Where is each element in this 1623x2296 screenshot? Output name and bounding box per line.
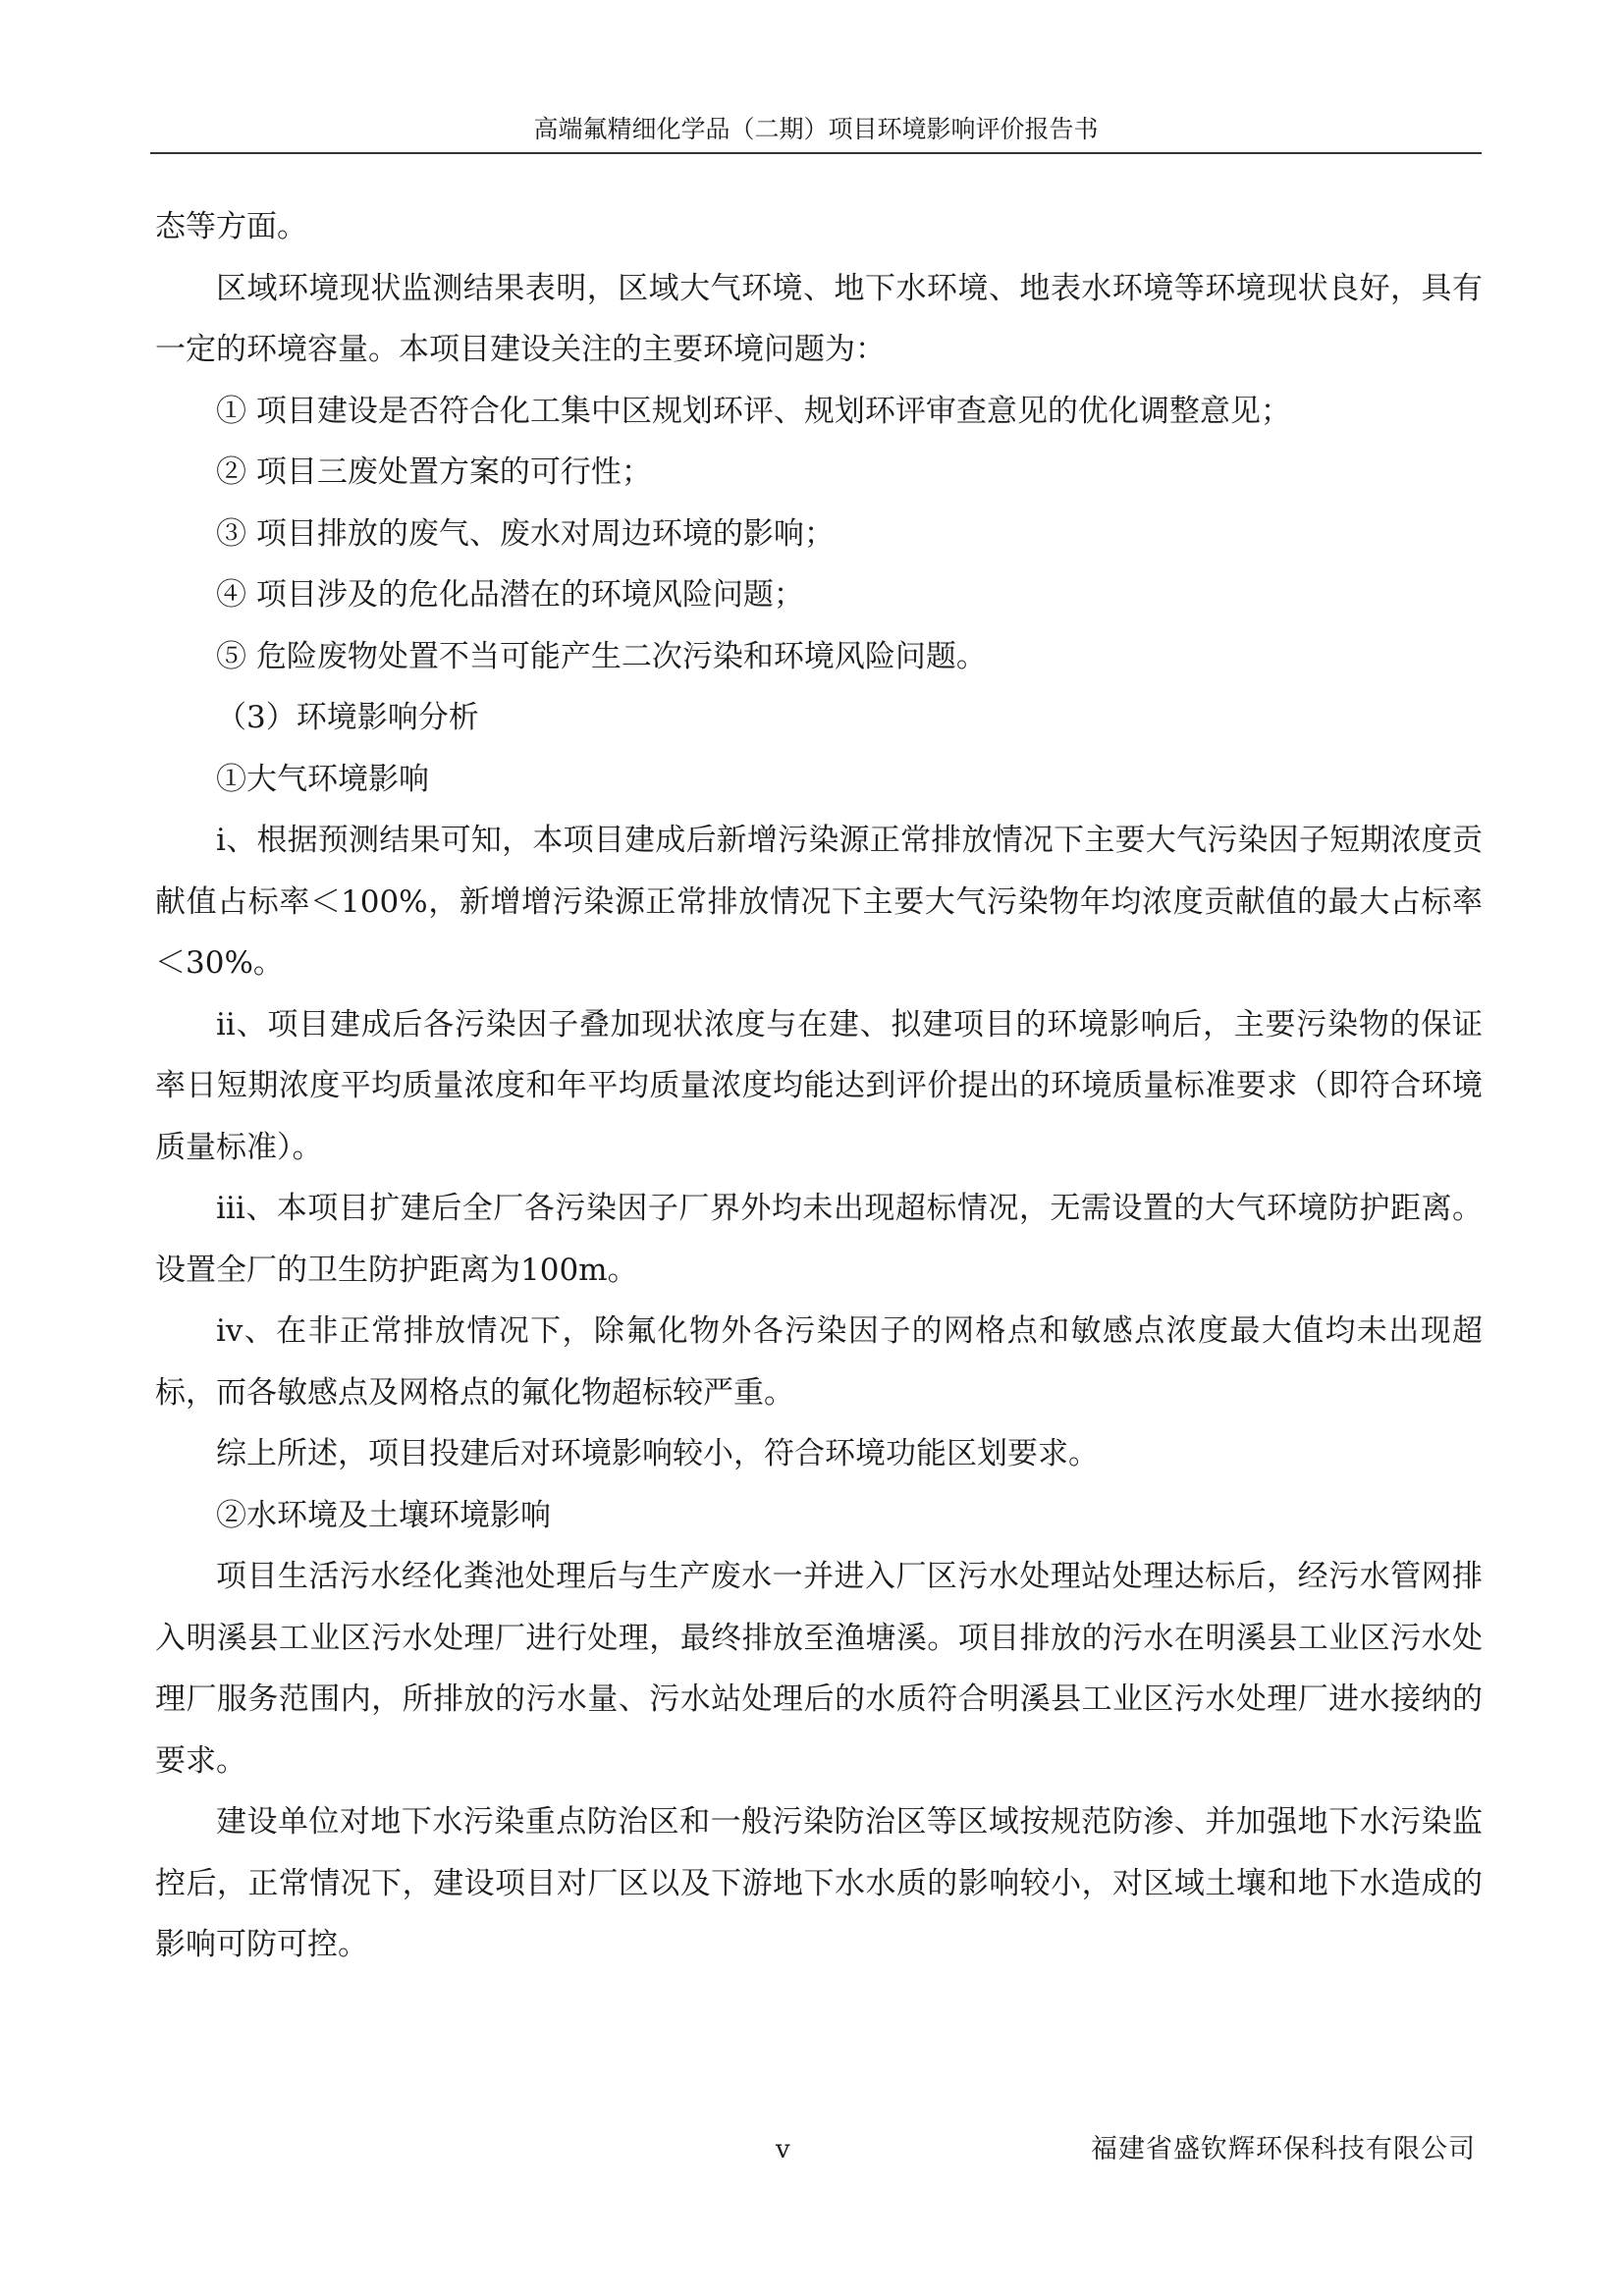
list-item: ④ 项目涉及的危化品潜在的环境风险问题； [216,577,804,613]
list-item: ② 项目三废处置方案的可行性； [216,454,652,490]
page-number: v [776,2135,790,2164]
document-body [155,196,1483,1976]
paragraph: iii、本项目扩建后全厂各污染因子厂界外均未出现超标情况，无需设置的大气环境防护距离。设置全厂的卫生防护距离为100m。 [155,1191,1483,1288]
paragraph: 项目生活污水经化粪池处理后与生产废水一并进入厂区污水处理站处理达标后，经污水管网排入明溪县工业区污水处理厂进行处理，最终排放至渔塘溪。项目排放的污水在明溪县工业区污水处理厂服务范围内，所排放的污水量、污水站处理后的水质符合明溪县工业区污水处理厂进水接纳的要求。 [155,1559,1483,1779]
header-divider [150,152,1482,154]
list-item: ⑤ 危险废物处置不当可能产生二次污染和环境风险问题。 [216,638,987,674]
footer-company-name: 福建省盛钦辉环保科技有限公司 [1091,2134,1476,2164]
section-heading: （3）环境影响分析 [216,700,479,735]
paragraph: 综上所述，项目投建后对环境影响较小，符合环境功能区划要求。 [216,1436,1099,1471]
list-item: ① 项目建设是否符合化工集中区规划环评、规划环评审查意见的优化调整意见； [216,393,1291,429]
subsection-heading: ①大气环境影响 [216,761,429,797]
paragraph: iv、在非正常排放情况下，除氟化物外各污染因子的网格点和敏感点浓度最大值均未出现超标，而各敏感点及网格点的氟化物超标较严重。 [155,1313,1483,1411]
paragraph: 区域环境现状监测结果表明，区域大气环境、地下水环境、地表水环境等环境现状良好，具有一定的环境容量。本项目建设关注的主要环境问题为： [155,270,1483,367]
subsection-heading: ②水环境及土壤环境影响 [216,1497,551,1533]
paragraph: ii、项目建成后各污染因子叠加现状浓度与在建、拟建项目的环境影响后，主要污染物的保证率日短期浓度平均质量浓度和年平均质量浓度均能达到评价提出的环境质量标准要求（即符合环境质量标准）。 [155,1006,1483,1165]
page-header-title: 高端氟精细化学品（二期）项目环境影响评价报告书 [533,115,1099,143]
paragraph: 态等方面。 [155,209,307,244]
paragraph: 建设单位对地下水污染重点防治区和一般污染防治区等区域按规范防渗、并加强地下水污染监控后，正常情况下，建设项目对厂区以及下游地下水水质的影响较小，对区域土壤和地下水造成的影响可防可控。 [155,1804,1483,1962]
list-item: ③ 项目排放的废气、废水对周边环境的影响； [216,515,835,552]
paragraph: i、根据预测结果可知，本项目建成后新增污染源正常排放情况下主要大气污染因子短期浓度贡献值占标率＜100%，新增增污染源正常排放情况下主要大气污染物年均浓度贡献值的最大占标率＜30%。 [155,823,1483,981]
